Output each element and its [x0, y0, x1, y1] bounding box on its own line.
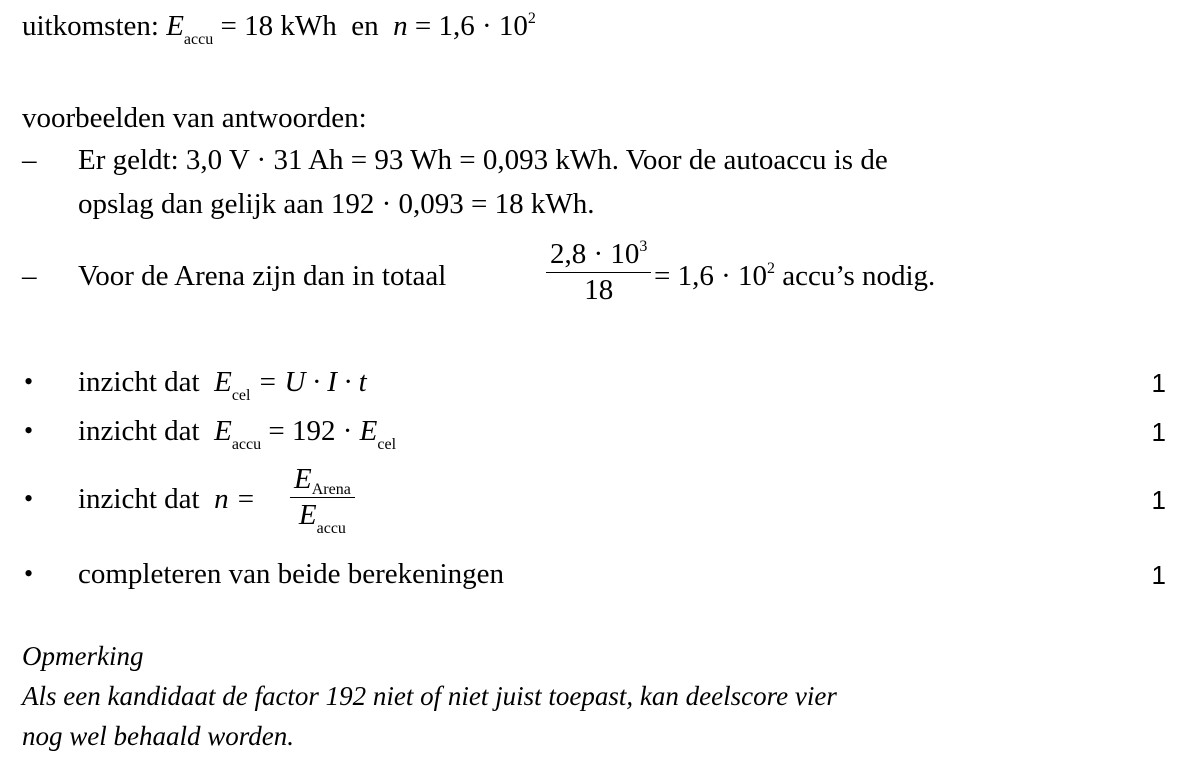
bullet-marker: •	[24, 416, 34, 445]
remark-title: Opmerking	[22, 641, 144, 671]
fraction-numerator: $E_{Arena}$	[294, 463, 351, 498]
example-2-result: = $1,6 \cdot 10^2$ accu’s nodig.	[654, 260, 936, 292]
criterion-3-fraction	[290, 463, 355, 537]
criterion-1-text: inzicht dat	[78, 366, 200, 398]
fraction-bar	[546, 272, 651, 273]
and-word: en	[351, 10, 379, 42]
criterion-3: inzicht dat n =	[78, 483, 256, 515]
example-1-line-2: opslag dan gelijk aan 192 · 0,093 = 18 kWh.	[78, 188, 595, 220]
criterion-2-text: inzicht dat	[78, 415, 200, 447]
criterion-4-score: 1	[1151, 560, 1166, 590]
e-accu-subscript: accu	[183, 31, 214, 48]
n-exponent: 2	[527, 10, 536, 27]
criterion-1-formula: = U · I · t	[257, 366, 367, 398]
n-symbol: n	[393, 10, 408, 42]
n-value: = 1,6 · 10	[414, 10, 528, 42]
criterion-3-text: inzicht dat	[78, 483, 200, 515]
e-accu-symbol: E	[166, 10, 184, 42]
dash-marker: –	[22, 260, 37, 292]
bullet-marker: •	[24, 559, 34, 588]
example-2-tail: accu’s nodig.	[782, 260, 936, 292]
example-2-fraction	[546, 240, 651, 305]
criterion-3-score: 1	[1151, 485, 1166, 515]
results-label: uitkomsten:	[22, 10, 159, 42]
criterion-1: inzicht dat $E_{cel} = U \cdot I \cdot t$	[78, 366, 367, 404]
examples-heading: voorbeelden van antwoorden:	[22, 102, 367, 134]
criterion-4-text: completeren van beide berekeningen	[78, 558, 504, 590]
fraction-denominator: $E_{accu}$	[298, 499, 346, 537]
example-1-line-1: Er geldt: 3,0 V · 31 Ah = 93 Wh = 0,093 kWh. Voor de autoaccu is de	[78, 144, 888, 176]
remark-line-1: Als een kandidaat de factor 192 niet of niet juist toepast, kan deelscore vier	[22, 681, 837, 711]
bullet-marker: •	[24, 367, 34, 396]
e-accu-value: = 18 kWh	[220, 10, 337, 42]
dash-marker: –	[22, 144, 37, 176]
bullet-marker: •	[24, 484, 34, 513]
criterion-2: inzicht dat $E_{accu} = 192 \cdot E_{cel}$	[78, 415, 397, 453]
fraction-denominator: 18	[584, 274, 614, 306]
fraction-numerator: $2,8 \cdot 10^3$	[550, 238, 648, 270]
criterion-1-score: 1	[1151, 368, 1166, 398]
criterion-2-score: 1	[1151, 417, 1166, 447]
example-2-text: Voor de Arena zijn dan in totaal	[78, 260, 447, 292]
results-line	[22, 10, 536, 48]
remark-line-2: nog wel behaald worden.	[22, 721, 294, 751]
